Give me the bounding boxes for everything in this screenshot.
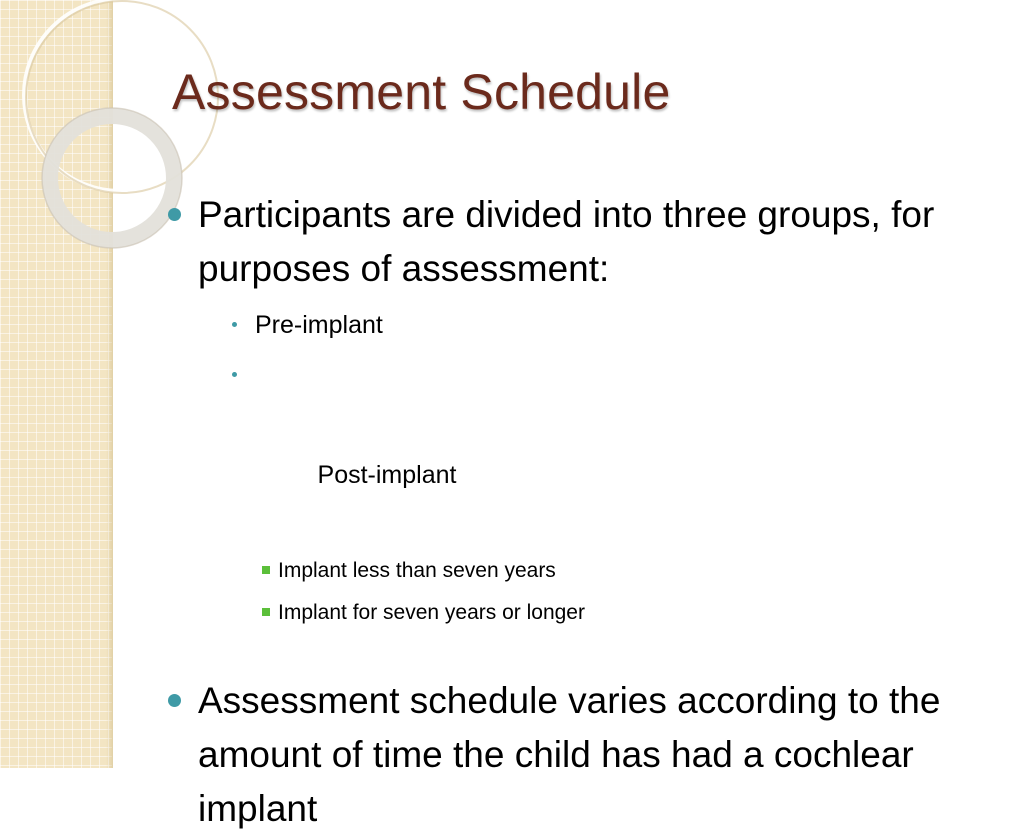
small-dot-icon: [232, 372, 237, 377]
square-bullet-icon: [262, 566, 270, 574]
sub-bullet-pre-implant: [160, 300, 980, 350]
square-bullet-icon: [262, 608, 270, 616]
small-dot-icon: [232, 322, 237, 327]
bullet-participants-text: Participants are divided into three groups, for purposes of assessment:: [198, 194, 935, 289]
sub-sub-bullet-less-than-seven: [160, 550, 980, 592]
sub-bullet-post-implant: [160, 350, 980, 550]
participant-groups: [160, 300, 980, 634]
bullet-participants: [160, 188, 980, 296]
decorative-rings: [0, 0, 160, 260]
sub-sub-bullet-seven-or-longer-text: Implant for seven years or longer: [278, 601, 585, 624]
bullet-dot-icon: [168, 694, 181, 707]
spacer: [160, 634, 980, 674]
sub-sub-bullet-seven-or-longer: [160, 592, 980, 634]
bullet-assessment-schedule: [160, 674, 980, 836]
sub-bullet-pre-implant-text: Pre-implant: [255, 311, 383, 339]
slide-body: [160, 188, 980, 836]
sub-bullet-post-implant-text: Post-implant: [310, 461, 457, 489]
bullet-assessment-schedule-text: Assessment schedule varies according to the amount of time the child has had a cochlear implant: [198, 680, 941, 829]
bullet-dot-icon: [168, 208, 181, 221]
slide-title: Assessment Schedule: [172, 64, 671, 120]
sub-sub-bullet-less-than-seven-text: Implant less than seven years: [278, 559, 556, 582]
